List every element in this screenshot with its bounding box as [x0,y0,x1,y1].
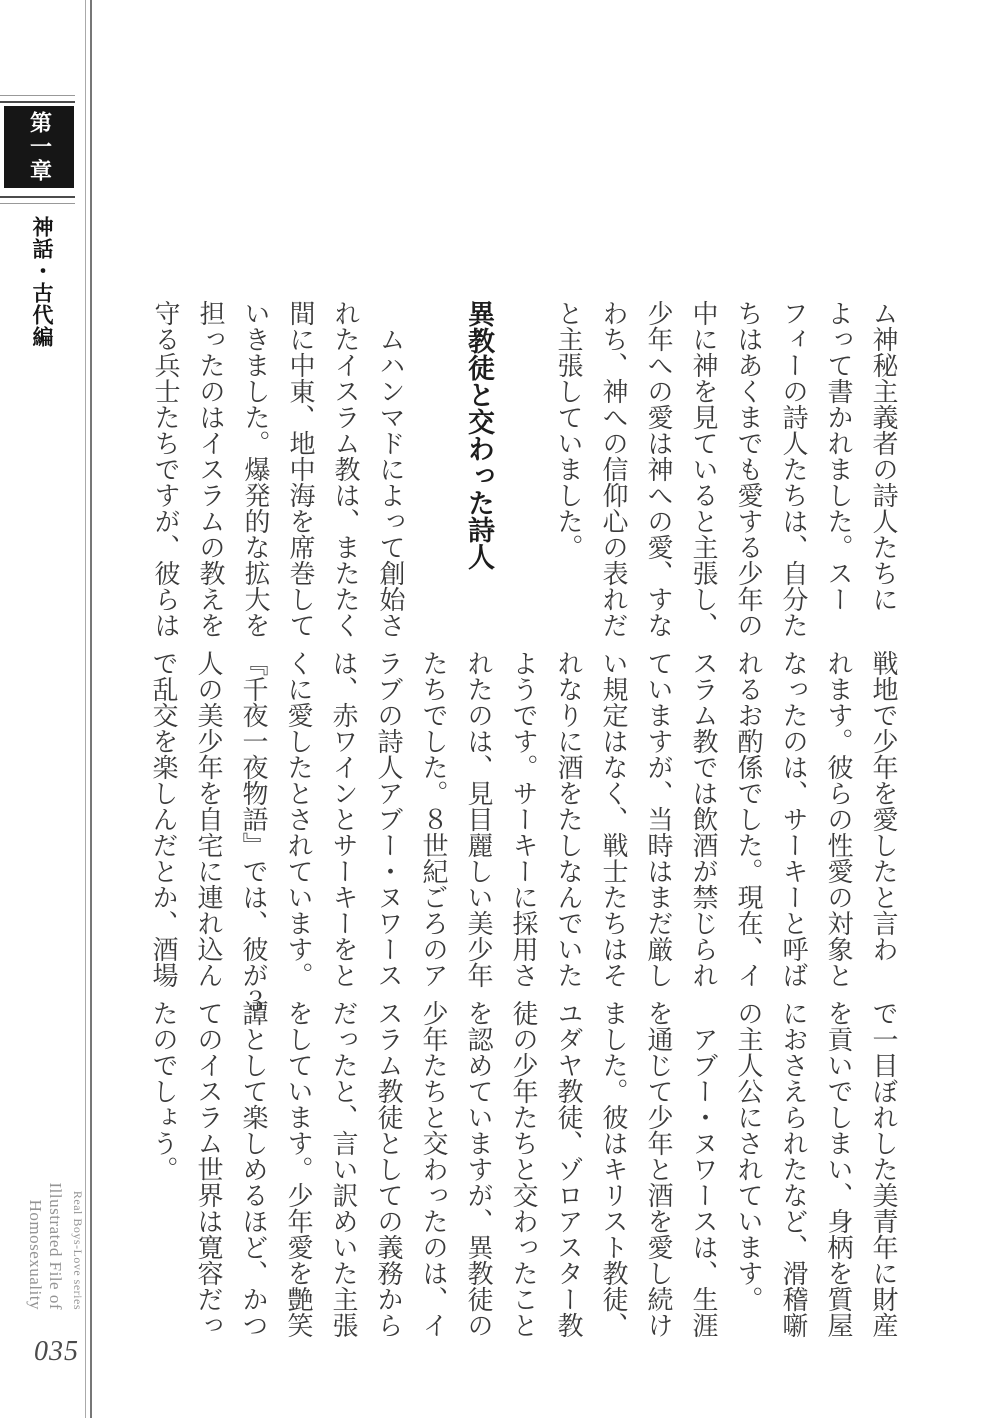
text-block-bottom [140,1000,905,1348]
series-credit-large: Illustrated File of Homosexuality [26,1182,65,1310]
text-column: 戦地で少年を愛したと言わ [868,650,898,962]
text-column: ムハンマドによって創始さ [375,300,405,638]
text-column: なったのは、サーキーと呼ば [778,650,808,988]
section-heading: 異教徒と交わった詩人 [463,300,494,570]
text-column: 『千夜一夜物語』では、彼が３ [238,650,268,1014]
series-credit [25,1103,85,1310]
text-column: フィーの詩人たちは、自分た [778,300,808,638]
text-column: いきました。爆発的な拡大を [240,300,270,638]
text-column: れたのは、見目麗しい美少年 [463,650,493,988]
text-column: の主人公にされています。 [733,1000,763,1312]
text-column: を貢いでしまい、身柄を質屋 [823,1000,853,1338]
text-column: たのでしょう。 [148,1000,178,1182]
text-column: をしています。少年愛を艶笑 [283,1000,313,1338]
text-column: を通じて少年と酒を愛し続け [643,1000,673,1338]
text-column: は、赤ワインとサーキーをと [328,650,358,988]
text-column: ム神秘主義者の詩人たちに [868,300,898,612]
text-column: れたイスラム教は、またたく [330,300,360,638]
vertical-double-rule [85,0,92,1418]
text-column: い規定はなく、戦士たちはそ [598,650,628,988]
text-column: ちはあくまでも愛する少年の [733,300,763,638]
series-credit-small: Real Boys-Love series [71,1190,85,1310]
text-column: ユダヤ教徒、ゾロアスター教 [553,1000,583,1338]
text-column: 中に神を見ていると主張し、 [688,300,718,638]
text-column: れなりに酒をたしなんでいた [553,650,583,988]
text-column: 担ったのはイスラムの教えを [195,300,225,638]
text-column: くに愛したとされています。 [283,650,313,988]
text-column: 守る兵士たちですが、彼らは [150,300,180,638]
text-column: を認めていますが、異教徒の [463,1000,493,1338]
text-column: と主張していました。 [553,300,583,560]
chapter-box-top-rule [0,95,75,103]
text-block-top [142,300,905,648]
chapter-title: 神話・古代編 [30,216,54,348]
text-column: 少年たちと交わったのは、イ [418,1000,448,1338]
text-column: 間に中東、地中海を席巻して [285,300,315,638]
text-column: 人の美少年を自宅に連れ込ん [193,650,223,988]
text-column: れるお酌係でした。現在、イ [733,650,763,988]
text-column: で乱交を楽しんだとか、酒場 [148,650,178,988]
text-column: アブー・ヌワースは、生涯 [688,1000,718,1338]
text-column: 徒の少年たちと交わったこと [508,1000,538,1338]
chapter-number: 第一章 [26,111,52,183]
chapter-number-box [4,106,74,188]
text-column: スラム教では飲酒が禁じられ [688,650,718,988]
text-column: わち、神への信仰心の表れだ [598,300,628,638]
text-column: 少年への愛は神への愛、すな [643,300,673,638]
text-column: てのイスラム世界は寛容だっ [193,1000,223,1338]
text-column: たちでした。８世紀ごろのア [418,650,448,988]
text-column: れます。彼らの性愛の対象と [823,650,853,988]
text-column: スラム教徒としての義務から [373,1000,403,1338]
page-number: 035 [34,1336,79,1367]
text-column: だったと、言い訳めいた主張 [328,1000,358,1338]
text-column: ていますが、当時はまだ厳し [643,650,673,988]
text-column: で一目ぼれした美青年に財産 [868,1000,898,1338]
text-column: ラブの詩人アブー・ヌワース [373,650,403,988]
text-column: よって書かれました。スー [823,300,853,612]
text-block-middle [140,650,905,1014]
text-column: ようです。サーキーに採用さ [508,650,538,988]
text-column: ました。彼はキリスト教徒、 [598,1000,628,1338]
chapter-box-bottom-rule [0,196,75,204]
text-column: 譚として楽しめるほど、かつ [238,1000,268,1338]
text-column: におさえられたなど、滑稽噺 [778,1000,808,1338]
